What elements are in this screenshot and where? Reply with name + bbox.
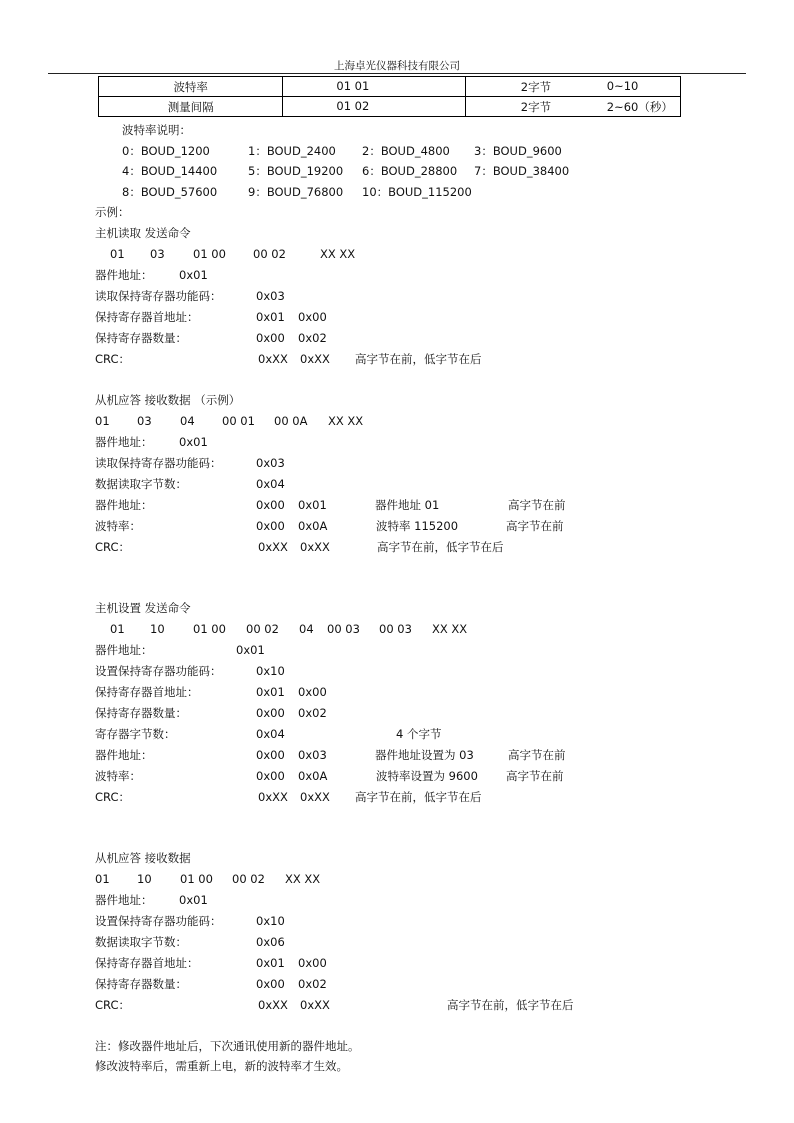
field-note: 高字节在前，低字节在后	[355, 790, 482, 804]
field-value: 0xXX	[258, 998, 288, 1012]
field-note: 器件地址 01	[375, 498, 440, 512]
field-value: 0x00	[298, 956, 327, 970]
field-label: 器件地址：	[95, 268, 153, 282]
field-value: 0x03	[256, 456, 285, 470]
field-value: 0x00	[256, 519, 285, 533]
baud-item: 10：BOUD_115200	[362, 185, 472, 199]
field-label: CRC：	[95, 540, 130, 554]
frame-byte: 01 00	[193, 622, 226, 636]
field-label: 保持寄存器首地址：	[95, 310, 199, 324]
field-label: 保持寄存器数量：	[95, 977, 187, 991]
field-value: 0xXX	[258, 352, 288, 366]
field-value: 0x02	[298, 706, 327, 720]
frame-byte: 03	[150, 247, 165, 261]
frame-byte: XX XX	[285, 872, 321, 886]
table-row	[99, 97, 681, 117]
frame-byte: 04	[299, 622, 314, 636]
example-title: 示例：	[95, 205, 130, 219]
baud-item: 1：BOUD_2400	[248, 144, 336, 158]
field-label: CRC：	[95, 998, 130, 1012]
table-cell-address: 01 01	[283, 77, 465, 97]
frame-byte: 01 00	[180, 872, 213, 886]
field-value: 0x01	[256, 685, 285, 699]
baud-item: 3：BOUD_9600	[474, 144, 562, 158]
field-label: CRC：	[95, 790, 130, 804]
field-label: 保持寄存器数量：	[95, 706, 187, 720]
table-cell-name: 波特率	[99, 77, 283, 97]
header-divider	[48, 73, 746, 74]
baud-item: 6：BOUD_28800	[362, 164, 458, 178]
field-note: 高字节在前，低字节在后	[447, 998, 574, 1012]
field-value: 0x03	[298, 748, 327, 762]
frame-byte: XX XX	[432, 622, 468, 636]
table-row	[99, 77, 681, 97]
field-value: 0x00	[256, 498, 285, 512]
baud-item: 5：BOUD_19200	[248, 164, 344, 178]
frame-byte: 03	[137, 414, 152, 428]
baud-item: 8：BOUD_57600	[122, 185, 218, 199]
frame-byte: 10	[137, 872, 152, 886]
field-label: 波特率：	[95, 519, 141, 533]
field-value: 0x00	[298, 685, 327, 699]
field-value: 0x03	[256, 289, 285, 303]
field-label: 保持寄存器数量：	[95, 331, 187, 345]
field-label: 保持寄存器首地址：	[95, 956, 199, 970]
field-label: 设置保持寄存器功能码：	[95, 914, 222, 928]
field-value: 0x01	[179, 268, 208, 282]
field-value: 0xXX	[300, 540, 330, 554]
frame-byte: 10	[150, 622, 165, 636]
field-value: 0x01	[236, 643, 265, 657]
field-label: 寄存器字节数：	[95, 727, 176, 741]
field-label: CRC：	[95, 352, 130, 366]
frame-byte: 01	[95, 414, 110, 428]
field-value: 0x01	[179, 435, 208, 449]
section-title: 主机设置 发送命令	[95, 601, 191, 615]
frame-byte: 01	[95, 872, 110, 886]
frame-byte: 00 0A	[274, 414, 308, 428]
field-label: 器件地址：	[95, 748, 153, 762]
field-value: 0x06	[256, 935, 285, 949]
field-label: 器件地址：	[95, 893, 153, 907]
field-note: 高字节在前	[506, 769, 564, 783]
table-cell-size-range	[465, 97, 680, 117]
table-cell-address: 01 02	[283, 97, 465, 117]
field-value: 0x00	[256, 331, 285, 345]
section-title: 从机应答 接收数据 （示例）	[95, 393, 241, 407]
field-note: 高字节在前	[508, 748, 566, 762]
field-value: 0x02	[298, 331, 327, 345]
section-title: 主机读取 发送命令	[95, 226, 191, 240]
frame-byte: XX XX	[320, 247, 356, 261]
field-value: 0x01	[298, 498, 327, 512]
field-label: 保持寄存器首地址：	[95, 685, 199, 699]
baud-title: 波特率说明：	[122, 123, 191, 137]
field-value: 0xXX	[300, 352, 330, 366]
field-value: 0x04	[256, 727, 285, 741]
field-label: 读取保持寄存器功能码：	[95, 289, 222, 303]
parameter-table	[98, 76, 681, 117]
frame-byte: 00 01	[222, 414, 255, 428]
baud-item: 9：BOUD_76800	[248, 185, 344, 199]
frame-byte: 01 00	[193, 247, 226, 261]
frame-byte: 01	[110, 622, 125, 636]
frame-byte: 00 03	[379, 622, 412, 636]
field-value: 0xXX	[300, 998, 330, 1012]
frame-byte: 00 02	[253, 247, 286, 261]
field-label: 器件地址：	[95, 643, 153, 657]
field-label: 数据读取字节数：	[95, 935, 187, 949]
field-value: 0x0A	[298, 769, 328, 783]
field-label: 波特率：	[95, 769, 141, 783]
page-header-company: 上海卓光仪器科技有限公司	[334, 60, 460, 72]
field-value: 0x01	[256, 956, 285, 970]
field-value: 0x10	[256, 914, 285, 928]
note-line: 修改波特率后，需重新上电，新的波特率才生效。	[95, 1059, 348, 1073]
frame-byte: 00 02	[246, 622, 279, 636]
field-note: 波特率设置为 9600	[376, 769, 478, 783]
field-note: 器件地址设置为 03	[375, 748, 474, 762]
field-label: 设置保持寄存器功能码：	[95, 664, 222, 678]
baud-item: 0：BOUD_1200	[122, 144, 210, 158]
field-note: 波特率 115200	[376, 519, 459, 533]
field-value: 0x02	[298, 977, 327, 991]
field-label: 数据读取字节数：	[95, 477, 187, 491]
field-note: 高字节在前，低字节在后	[377, 540, 504, 554]
baud-item: 2：BOUD_4800	[362, 144, 450, 158]
field-value: 0xXX	[300, 790, 330, 804]
field-value: 0x00	[256, 706, 285, 720]
note-line: 注：修改器件地址后，下次通讯使用新的器件地址。	[95, 1039, 360, 1053]
baud-item: 4：BOUD_14400	[122, 164, 218, 178]
field-value: 0x00	[298, 310, 327, 324]
baud-item: 7：BOUD_38400	[474, 164, 570, 178]
field-note: 高字节在前	[508, 498, 566, 512]
field-value: 0x0A	[298, 519, 328, 533]
field-value: 0x00	[256, 748, 285, 762]
frame-byte: XX XX	[328, 414, 364, 428]
frame-byte: 00 02	[232, 872, 265, 886]
field-value: 0xXX	[258, 790, 288, 804]
table-cell-size: 2字节	[520, 80, 552, 94]
field-note: 高字节在前，低字节在后	[355, 352, 482, 366]
field-label: 器件地址：	[95, 498, 153, 512]
table-cell-range: 2~60（秒）	[606, 100, 673, 114]
field-value: 0x04	[256, 477, 285, 491]
field-value: 0xXX	[258, 540, 288, 554]
table-cell-name: 测量间隔	[99, 97, 283, 117]
frame-byte: 04	[180, 414, 195, 428]
field-value: 0x01	[179, 893, 208, 907]
field-value: 0x00	[256, 977, 285, 991]
table-cell-range: 0~10	[606, 79, 639, 93]
frame-byte: 00 03	[327, 622, 360, 636]
table-cell-size-range	[465, 77, 680, 97]
field-note: 4 个字节	[396, 727, 442, 741]
field-note: 高字节在前	[506, 519, 564, 533]
table-cell-size: 2字节	[520, 100, 552, 114]
section-title: 从机应答 接收数据	[95, 851, 191, 865]
field-label: 器件地址：	[95, 435, 153, 449]
frame-byte: 01	[110, 247, 125, 261]
field-value: 0x01	[256, 310, 285, 324]
field-label: 读取保持寄存器功能码：	[95, 456, 222, 470]
field-value: 0x00	[256, 769, 285, 783]
field-value: 0x10	[256, 664, 285, 678]
